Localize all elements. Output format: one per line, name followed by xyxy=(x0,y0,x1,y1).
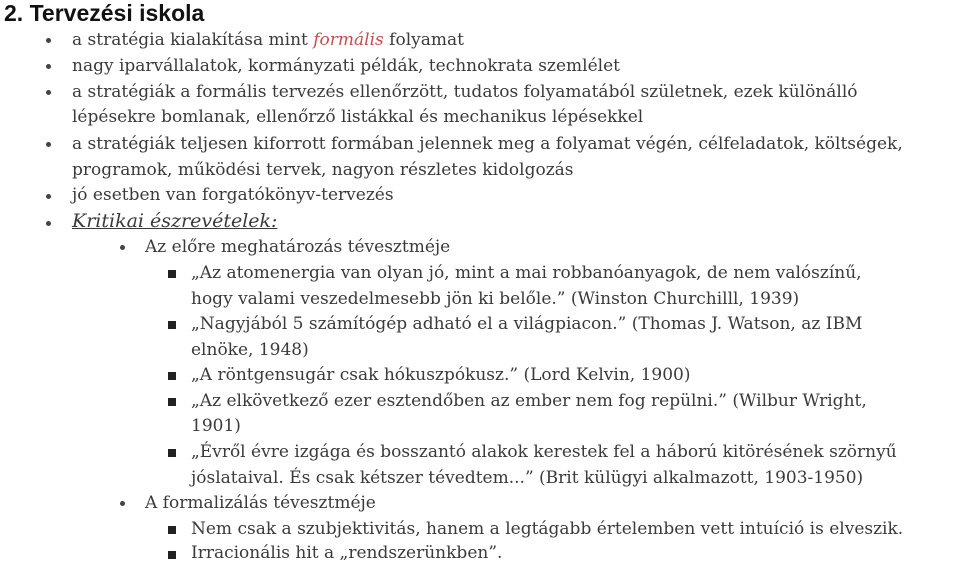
bullet xyxy=(120,501,125,506)
bullet xyxy=(120,245,125,250)
square-bullet xyxy=(168,321,176,329)
bullet-strategy-formal xyxy=(72,27,464,53)
formalization-irrational-faith: Irracionális hit a „rendszerünkben”. xyxy=(191,543,503,563)
bullet-formal-planning-line2: lépésekre bomlanak, ellenőrző listákkal és mechanikus lépésekkel xyxy=(72,107,644,127)
quote-british-line2: jóslataival. És csak kétszer tévedtem...” (Brit külügyi alkalmazott, 1903-1950) xyxy=(191,468,864,488)
square-bullet xyxy=(168,449,176,457)
quote-watson-line1: „Nagyjából 5 számítógép adható el a világpiacon.” (Thomas J. Watson, az IBM xyxy=(191,314,863,334)
emphasis-formal: formális xyxy=(313,30,384,50)
page-title: 2. Tervezési iskola xyxy=(4,0,205,26)
square-bullet xyxy=(168,270,176,278)
bullet-text: a stratégia kialakítása mint xyxy=(72,30,314,50)
square-bullet xyxy=(168,526,176,534)
bullet-scenario-planning: jó esetben van forgatókönyv-tervezés xyxy=(72,185,394,205)
formalization-intuition: Nem csak a szubjektivitás, hanem a legtágabb értelemben vett intuíció is elveszik. xyxy=(191,519,904,539)
sub-bullet-predetermination: Az előre meghatározás tévesztméje xyxy=(145,237,451,257)
square-bullet xyxy=(168,398,176,406)
quote-churchill-line2: hogy valami veszedelmesebb jön ki belőle.” (Winston Churchilll, 1939) xyxy=(191,289,800,309)
square-bullet xyxy=(168,372,176,380)
quote-wright-line2: 1901) xyxy=(191,416,241,436)
bullet xyxy=(46,221,51,226)
bullet-formal-planning-line1: a stratégiák a formális tervezés ellenőrzött, tudatos folyamatából születnek, ezek különálló xyxy=(72,82,858,102)
quote-kelvin: „A röntgensugár csak hókuszpókusz.” (Lord Kelvin, 1900) xyxy=(191,365,691,385)
bullet xyxy=(46,90,51,95)
bullet xyxy=(46,64,51,69)
bullet-large-companies: nagy iparvállalatok, kormányzati példák, technokrata szemlélet xyxy=(72,56,620,76)
quote-british-line1: „Évről évre izgága és bosszantó alakok kerestek fel a háború kitörésének szörnyű xyxy=(191,442,897,462)
bullet xyxy=(46,142,51,147)
bullet xyxy=(46,194,51,199)
square-bullet xyxy=(168,551,176,559)
quote-wright-line1: „Az elkövetkező ezer esztendőben az ember nem fog repülni.” (Wilbur Wright, xyxy=(191,391,867,411)
critical-remarks-heading: Kritikai észrevételek: xyxy=(72,210,278,232)
bullet-mature-strategies-line2: programok, működési tervek, nagyon részletes kidolgozás xyxy=(72,160,574,180)
bullet xyxy=(46,38,51,43)
sub-bullet-formalization: A formalizálás tévesztméje xyxy=(145,493,376,513)
bullet-text: folyamat xyxy=(383,30,464,50)
quote-churchill-line1: „Az atomenergia van olyan jó, mint a mai robbanóanyagok, de nem valószínű, xyxy=(191,263,862,283)
bullet-mature-strategies-line1: a stratégiák teljesen kiforrott formában jelennek meg a folyamat végén, célfeladatok, költségek, xyxy=(72,134,903,154)
quote-watson-line2: elnöke, 1948) xyxy=(191,340,309,360)
